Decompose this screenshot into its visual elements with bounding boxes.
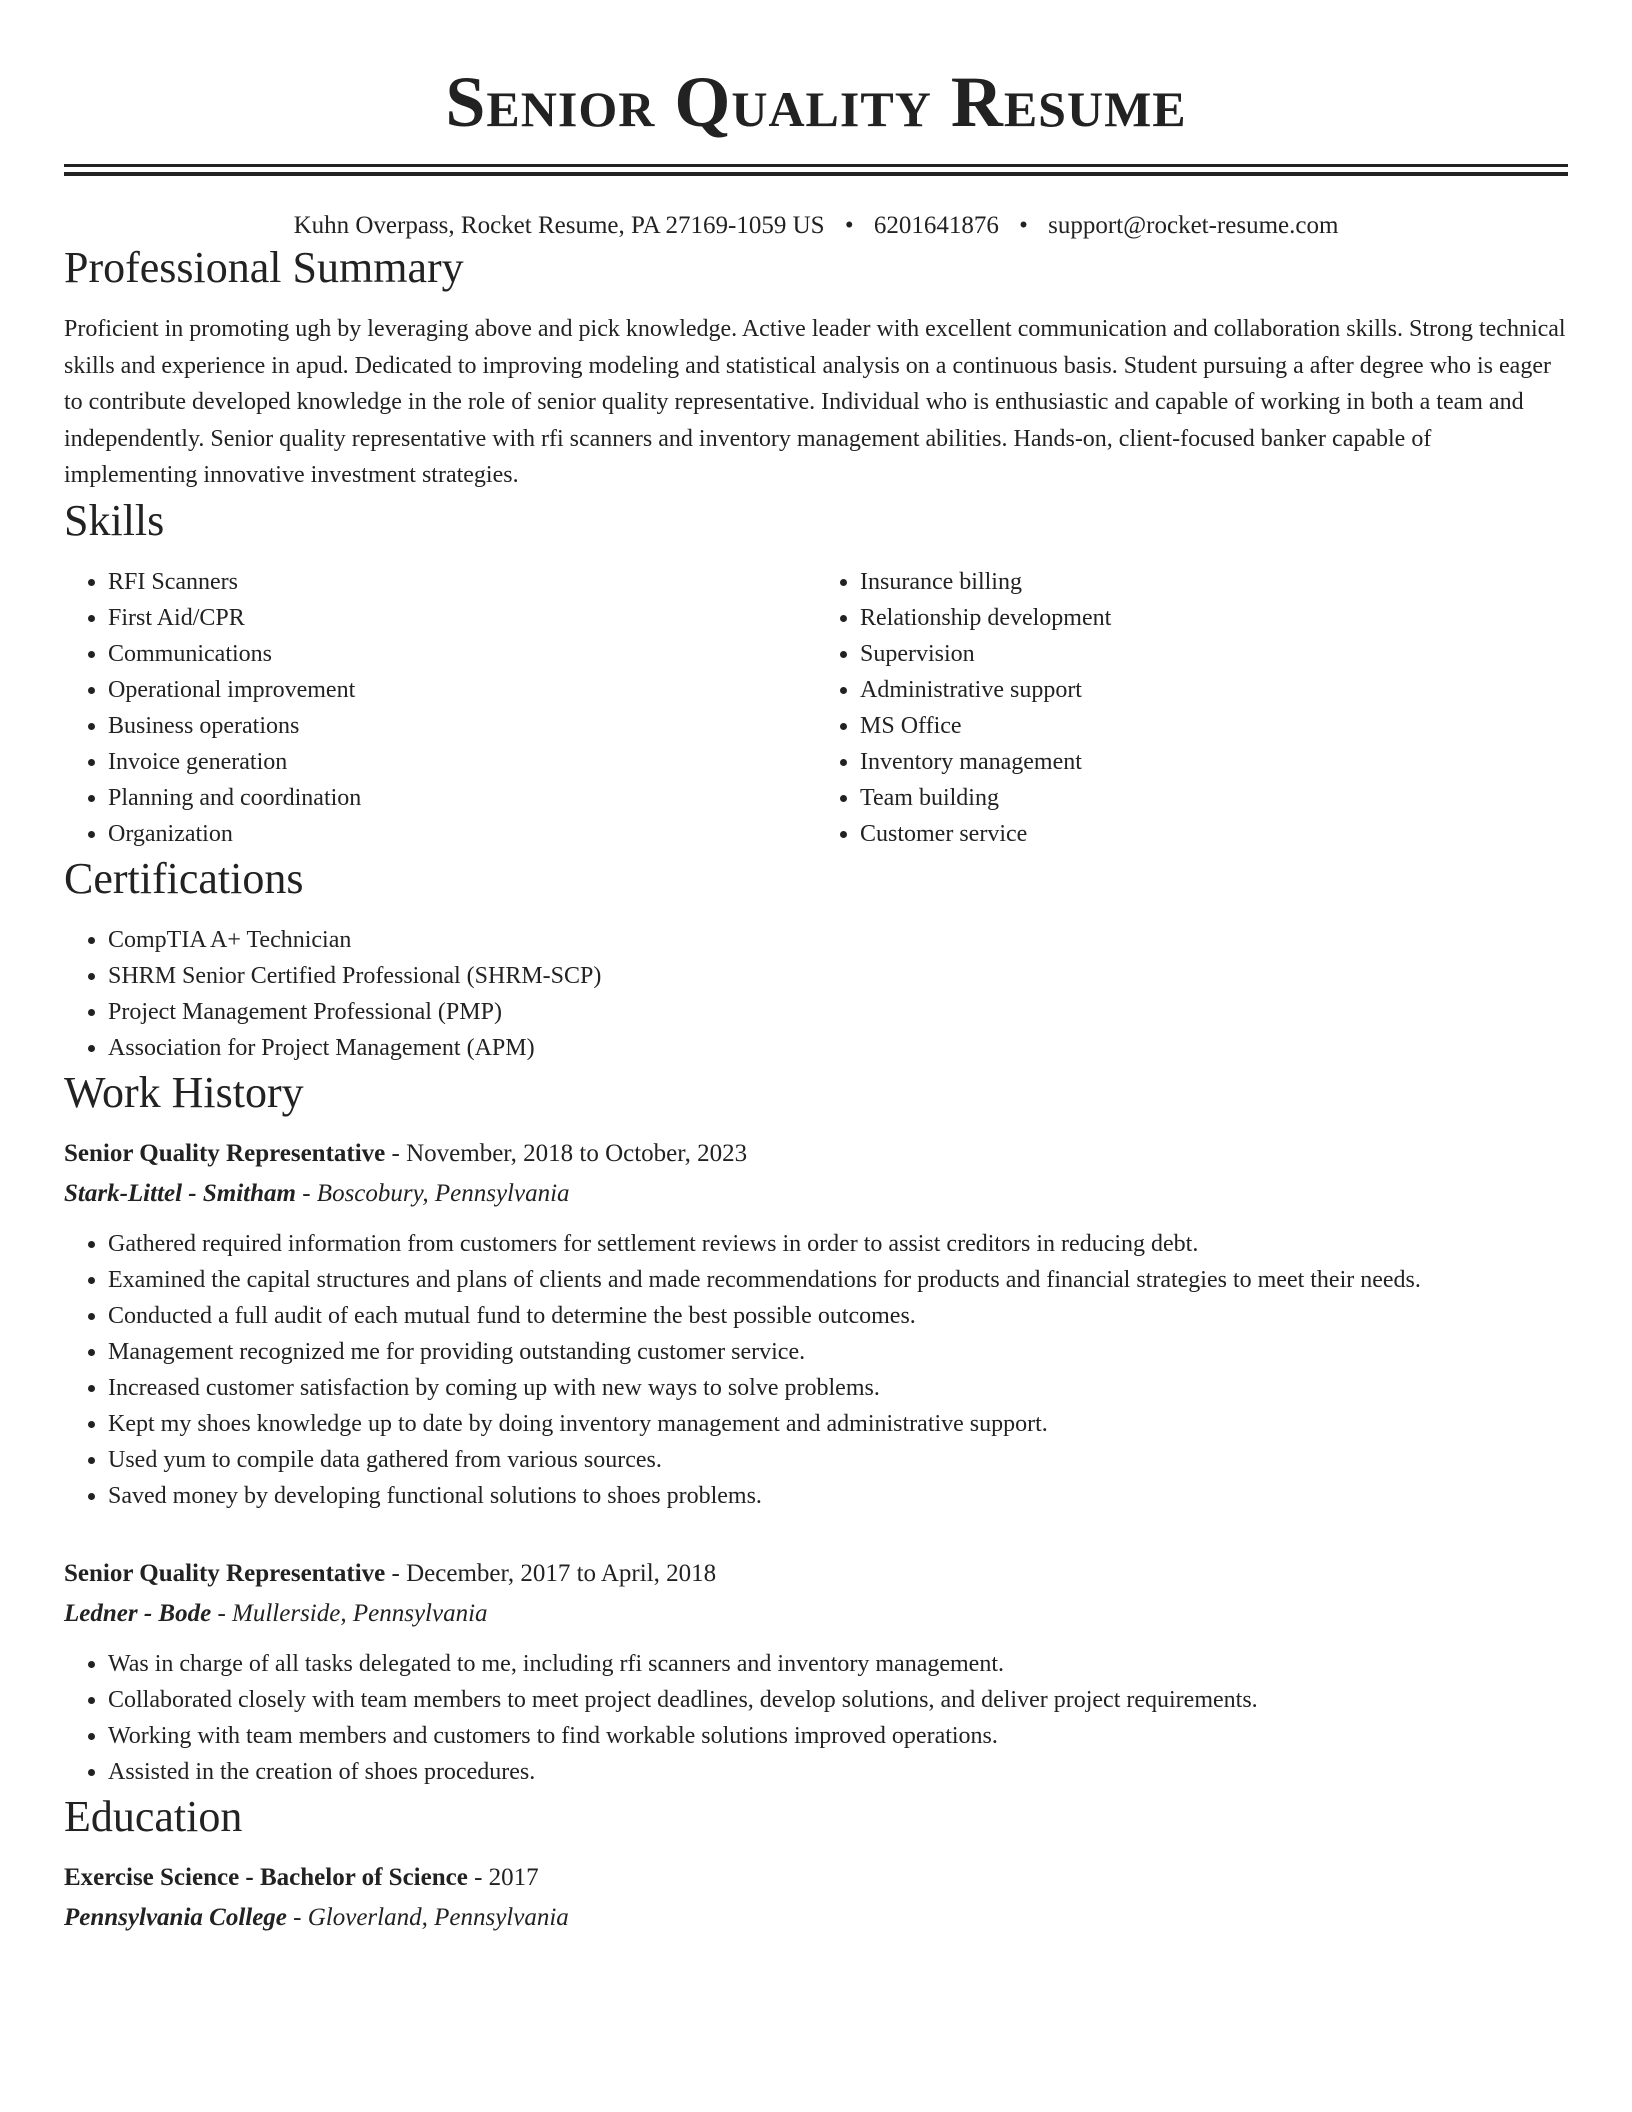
contact-separator: • xyxy=(844,212,854,239)
job-bullet: • Kept my shoes knowledge up to date by doing inventory management and administrative support. xyxy=(108,1406,1568,1442)
job-entry xyxy=(64,1554,1568,1790)
skill-item: • Communications xyxy=(108,636,816,672)
skill-item: • Supervision xyxy=(860,636,1568,672)
education-degree: Exercise Science - Bachelor of Science xyxy=(64,1863,468,1891)
education-school-line xyxy=(64,1898,1568,1938)
job-bullet: • Gathered required information from customers for settlement reviews in order to assist creditors in reducing debt. xyxy=(108,1226,1568,1262)
certifications-list xyxy=(64,922,1568,1066)
job-bullet: • Working with team members and customers to find workable solutions improved operations. xyxy=(108,1718,1568,1754)
job-company-line xyxy=(64,1174,1568,1214)
skills-heading: Skills xyxy=(64,495,165,545)
skill-item: • Business operations xyxy=(108,708,816,744)
job-company: Ledner - Bode xyxy=(64,1599,212,1627)
skills-columns xyxy=(64,564,1568,852)
job-title: Senior Quality Representative xyxy=(64,1139,386,1167)
contact-phone[interactable]: 6201641876 xyxy=(873,212,999,239)
job-company-line xyxy=(64,1594,1568,1634)
education-entry xyxy=(64,1858,1568,1938)
skill-item: • First Aid/CPR xyxy=(108,600,816,636)
job-dates: - November, 2018 to October, 2023 xyxy=(385,1139,748,1167)
skill-item: • Relationship development xyxy=(860,600,1568,636)
skill-item: • Customer service xyxy=(860,816,1568,852)
resume-title: Senior Quality Resume xyxy=(445,62,1187,142)
education-location: - Gloverland, Pennsylvania xyxy=(286,1903,569,1931)
skill-item: • Administrative support xyxy=(860,672,1568,708)
job-bullet: • Increased customer satisfaction by coming up with new ways to solve problems. xyxy=(108,1370,1568,1406)
job-bullets xyxy=(64,1226,1568,1514)
skill-item: • Organization xyxy=(108,816,816,852)
contact-address: Kuhn Overpass, Rocket Resume, PA 27169-1059 US xyxy=(293,212,825,239)
summary-heading: Professional Summary xyxy=(64,243,464,292)
certification-item: • Project Management Professional (PMP) xyxy=(108,994,1568,1030)
job-bullet: • Conducted a full audit of each mutual fund to determine the best possible outcomes. xyxy=(108,1298,1568,1334)
contact-separator: • xyxy=(1019,212,1028,239)
skill-item: • MS Office xyxy=(860,708,1568,744)
education-degree-line xyxy=(64,1858,1568,1898)
skill-item: • Team building xyxy=(860,780,1568,816)
job-company: Stark-Littel - Smitham xyxy=(64,1179,296,1207)
job-bullet: • Management recognized me for providing outstanding customer service. xyxy=(108,1334,1568,1370)
education-heading: Education xyxy=(64,1791,243,1841)
summary-text: Proficient in promoting ugh by leveraging above and pick knowledge. Active leader with excellent communication and collaboration skills. Strong technical skills and experience in apud. Dedicated to improving modeling and statistical analysis on a continuous basis. Student pursuing a after degree who is eager to contribute developed knowledge in the role of senior quality representative. Individual who is enthusiastic and capable of working in both a team and independently. Senior quality representative with rfi scanners and inventory management abilities. Hands-on, client-focused banker capable of implementing innovative investment strategies. xyxy=(64,316,1566,488)
skill-item: • Inventory management xyxy=(860,744,1568,780)
job-entry xyxy=(64,1134,1568,1514)
job-bullet: • Was in charge of all tasks delegated to me, including rfi scanners and inventory management. xyxy=(108,1646,1568,1682)
job-bullet: • Assisted in the creation of shoes procedures. xyxy=(108,1754,1568,1790)
job-bullet: • Collaborated closely with team members to meet project deadlines, develop solutions, and deliver project requirements. xyxy=(108,1682,1568,1718)
job-bullets xyxy=(64,1646,1568,1790)
job-location: - Boscobury, Pennsylvania xyxy=(295,1179,570,1207)
education-year: - 2017 xyxy=(467,1863,539,1891)
skill-item: • RFI Scanners xyxy=(108,564,816,600)
job-title-line xyxy=(64,1134,1568,1174)
education-school: Pennsylvania College xyxy=(64,1903,287,1931)
skills-list-right xyxy=(816,564,1568,852)
job-title: Senior Quality Representative xyxy=(64,1559,386,1587)
certification-item: • SHRM Senior Certified Professional (SHRM-SCP) xyxy=(108,958,1568,994)
job-bullet: • Examined the capital structures and plans of clients and made recommendations for products and financial strategies to meet their needs. xyxy=(108,1262,1568,1298)
certification-item: • CompTIA A+ Technician xyxy=(108,922,1568,958)
certifications-heading: Certifications xyxy=(64,853,304,903)
contact-line xyxy=(64,211,1568,241)
work-history-heading: Work History xyxy=(64,1067,304,1117)
skill-item: • Invoice generation xyxy=(108,744,816,780)
certification-item: • Association for Project Management (APM) xyxy=(108,1030,1568,1066)
contact-email[interactable]: support@rocket-resume.com xyxy=(1048,212,1339,239)
skills-list-left xyxy=(64,564,816,852)
job-bullet: • Used yum to compile data gathered from various sources. xyxy=(108,1442,1568,1478)
job-bullet: • Saved money by developing functional solutions to shoes problems. xyxy=(108,1478,1568,1514)
title-divider xyxy=(64,164,1568,176)
job-dates: - December, 2017 to April, 2018 xyxy=(385,1559,717,1587)
skill-item: • Insurance billing xyxy=(860,564,1568,600)
job-title-line xyxy=(64,1554,1568,1594)
skill-item: • Planning and coordination xyxy=(108,780,816,816)
skill-item: • Operational improvement xyxy=(108,672,816,708)
job-location: - Mullerside, Pennsylvania xyxy=(211,1599,488,1627)
